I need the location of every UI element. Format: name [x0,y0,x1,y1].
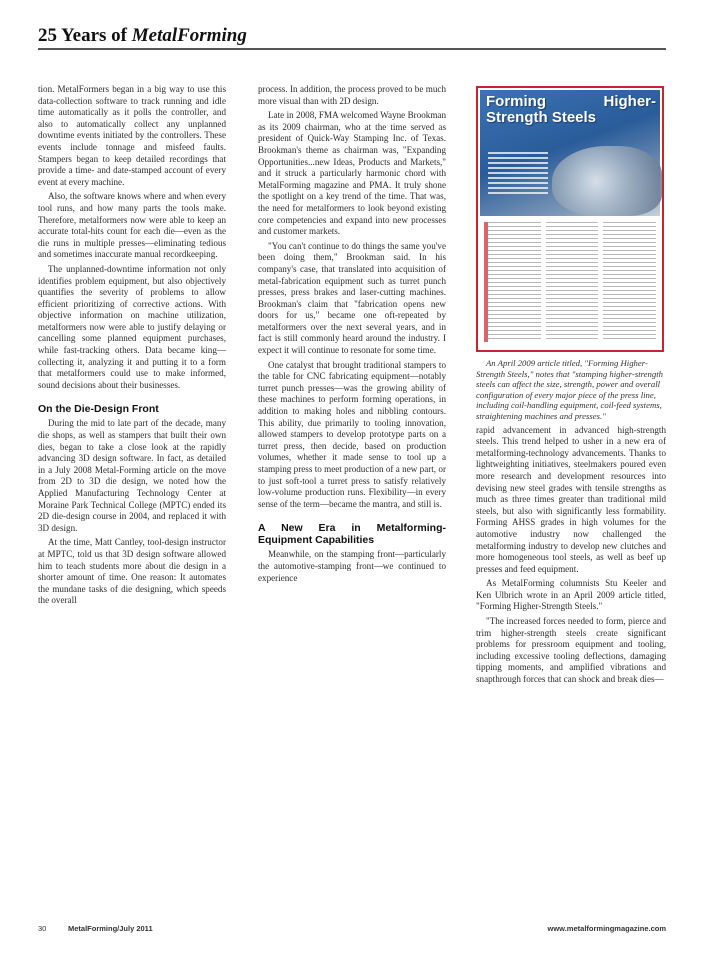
cover-deck-text [488,152,548,196]
cover-title: Forming Higher-Strength Steels [486,93,656,126]
article-column-3 [476,86,666,689]
cover-text-column [546,222,599,342]
page-number: 30 [38,924,47,933]
cover-caption: An April 2009 article titled, "Forming Higher-Strength Steels," notes that "stamping higher-strength steels can affect the size, strength, power and overall configuration of every major piece of the press line, including coil-handling equipment, coil-feed systems, straightening machines and presses." [476,358,663,421]
cover-text-column [603,222,656,342]
steel-coil-image [552,146,662,216]
col2-paragraph-4: One catalyst that brought traditional stampers to the table for CNC fabricating equipment—notably turret punch presses—was the growing ability of these machines to perform forming operations, in addition to making holes and nibbling contours. This ability, due primarily to tooling innovation, allowed stampers to develop prototype parts on a turret press, then decide, based on production volumes, whether it made sense to tool up a stamping press to meet production of a new part, or to just soft-tool a turret press to satisfy relatively low-volume production runs. Flexibility—in every sense of the term—became the mantra, and still is. [258,359,446,509]
header-title-plain: 25 Years of [38,25,132,46]
col2-paragraph-2: Late in 2008, FMA welcomed Wayne Brookman as its 2009 chairman, who at the time served as president of Quick-Way Stamping Inc. of Texas. Brookman's theme as chairman was, "Expanding Opportunities...new Ideas, Products and Markets," and it struck a particularly harmonic chord with MetalForming magazine and PMA. It truly shone the spotlight on a key trend of the time. That was, the need for metalformers to look beyond existing core competencies and expand into new processes and customer markets. [258,110,446,237]
article-column-1 [38,84,226,610]
col1-paragraph-1: tion. MetalFormers began in a big way to use this data-collection software to track running and idle time automatically as it polls the controller, and also to automatically collect any unplanned downtime events initiated by the controllers. These events include tonnage and misfeed faults. Stampers began to keep detailed recordings that provide a time- and date-stamped account of every event at every machine. [38,84,226,187]
col1-paragraph-3: The unplanned-downtime information not only identifies problem equipment, but also objectively quantifies the severity of problems to allow efficient prioritizing of corrective actions. With objective information on machine utilization, metalformers now were able to justify delaying or cancelling some planned equipment purchases, while fast-tracking others. Data became king—collecting it, analyzing it and putting it to a form that metalformers could use to make informed, sound decisions about their businesses. [38,263,226,390]
col3-paragraph-3: "The increased forces needed to form, pierce and trim higher-strength steels create significant problems for pressroom equipment and tooling, including excessive tooling deflections, damaging tipping moments, and amplified vibrations and snapthrough forces that can shock and break dies— [476,616,666,685]
page-footer [38,924,666,936]
col1-paragraph-5: At the time, Matt Cantley, tool-design instructor at MPTC, told us that 3D design software allowed him to teach students more about die design in a shorter amount of time. One reason: It automates the mundane tasks of die designing, which speeds the overall [38,537,226,606]
header-title-italic: MetalForming [131,25,247,46]
subhead-die-design: On the Die-Design Front [38,403,159,416]
col1-paragraph-4: During the mid to late part of the decade, many die shops, as well as stampers that built their own dies, began to take a close look at the rapidly advancing 3D design software. In fact, as detailed in a July 2008 Metal-Forming article on the move from 2D to 3D die design, we noted how the Applied Manufacturing Technology Center at Moraine Park Technical College (MPTC) ended its 2D die-design course in 2004, and replaced it with 3D design. [38,418,226,533]
issue-label: MetalForming/July 2011 [68,924,153,933]
col2-paragraph-5: Meanwhile, on the stamping front—particularly the automotive-stamping front—we continued to experience [258,549,446,583]
subhead-new-era: A New Era in Metalforming-Equipment Capabilities [258,522,446,547]
article-column-2 [258,84,446,587]
cover-body-text [484,222,656,342]
article-cover-thumbnail [476,86,664,352]
header-title [38,26,666,46]
col2-paragraph-1: process. In addition, the process proved to be much more visual than with 2D design. [258,84,446,106]
col1-paragraph-2: Also, the software knows where and when every tool runs, and how many parts the tools make. Therefore, metalformers now were able to keep an accurate total-hits count for each die—even as the die runs in multiple presses—eliminating tedious and sometimes inaccurate manual recordkeeping. [38,191,226,260]
running-header [38,26,666,50]
col3-paragraph-1: rapid advancement in advanced high-strength steels. This trend helped to usher in a new era of metalforming-technology advancements. Thanks to lightweighting initiatives, steelmakers poured even more research and development resources into devising new steel grades with tensile strengths as much as three times greater than traditional mild steels, but also with significantly less formability. Forming AHSS grades in high volumes for the automotive industry now challenged the metalforming industry to develop new clutches and more homogeneous tool steels, as well as beef up presses and feed equipment. [476,424,666,574]
col2-paragraph-3: "You can't continue to do things the same you've been doing them," Brookman said. In his company's case, that translated into acquisition of metal-fabrication equipment such as turret punch presses, press brakes and laser-cutting machines. Brookman's claim that "fabrication opens new doors for us," became one oft-repeated by metalformers over the next several years, and in fact is still commonly heard around the industry. I expect it will continue to resonate for some time. [258,240,446,356]
website-url[interactable]: www.metalformingmagazine.com [547,924,666,933]
cover-text-column [484,222,541,342]
col3-paragraph-2: As MetalForming columnists Stu Keeler and Ken Ulbrich wrote in an April 2009 article titled, "Forming Higher-Strength Steels." [476,578,666,612]
